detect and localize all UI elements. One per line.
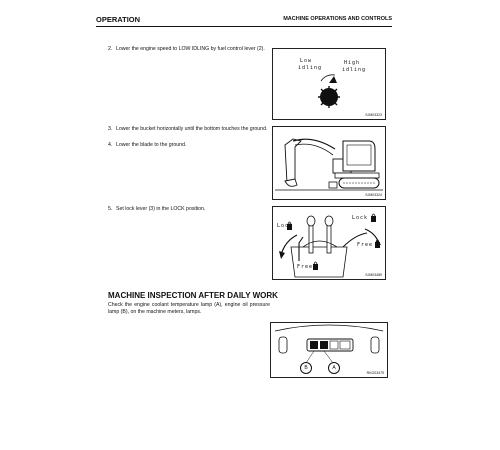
- figure-lock-lever: [272, 206, 386, 280]
- label-low-idling: idling: [298, 65, 323, 71]
- label-high: High: [344, 60, 361, 66]
- step-text: Lower the blade to the ground.: [116, 142, 187, 148]
- step-number: 5.: [108, 206, 113, 212]
- callout-a: A: [328, 362, 340, 374]
- step-number: 4.: [108, 142, 113, 148]
- label-lock-left: Lock: [277, 223, 294, 229]
- label-low: Low: [300, 58, 313, 64]
- header-title: OPERATION: [96, 15, 141, 24]
- label-free-bottom: Free: [297, 264, 314, 270]
- step-text: Lower the bucket horizontally until the bottom touches the ground.: [116, 126, 268, 132]
- label-high-idling: idling: [342, 67, 367, 73]
- figure-id: RKG03479: [366, 371, 384, 375]
- header-section: MACHINE OPERATIONS AND CONTROLS: [283, 16, 392, 22]
- label-free-right: Free: [357, 242, 374, 248]
- section-title: MACHINE INSPECTION AFTER DAILY WORK: [108, 291, 278, 300]
- header-rule: [96, 26, 392, 27]
- figure-id: SJM03324: [365, 193, 382, 197]
- figure-id: SJM03489: [365, 273, 382, 277]
- figure-fuel-control-dial: [272, 48, 386, 120]
- step-text: Set lock lever (3) in the LOCK position.: [116, 206, 206, 212]
- step-5: [108, 206, 270, 213]
- step-number: 2.: [108, 46, 113, 52]
- figure-excavator: [272, 126, 386, 200]
- dial-illustration: [273, 49, 385, 119]
- step-text: Lower the engine speed to LOW IDLING by fuel control lever (2).: [116, 46, 265, 52]
- step-4: [108, 142, 270, 149]
- step-2: [108, 46, 268, 53]
- callout-b: B: [300, 362, 312, 374]
- step-3: [108, 126, 270, 133]
- figure-meter-panel: [270, 322, 388, 378]
- section-text: Check the engine coolant temperature lamp (A), engine oil pressure lamp (B), on the machine meters, lamps.: [108, 302, 270, 315]
- excavator-illustration: [273, 127, 385, 199]
- label-lock-right: Lock: [352, 215, 369, 221]
- step-number: 3.: [108, 126, 113, 132]
- figure-id: SJM03323: [365, 113, 382, 117]
